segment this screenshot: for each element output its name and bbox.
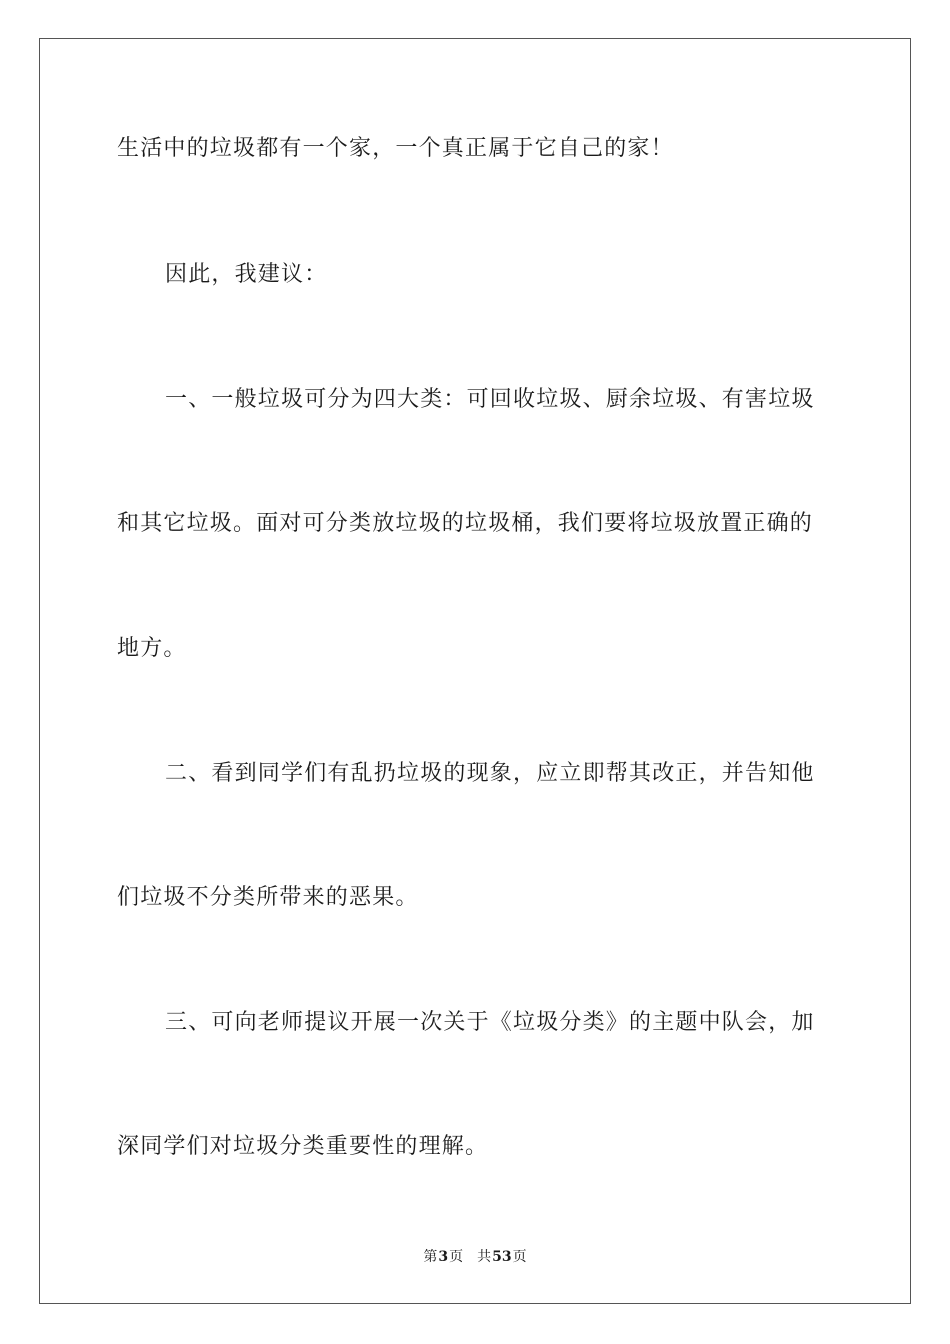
footer-total-pages: 53	[492, 1249, 512, 1265]
paragraph-line-5: 地方。	[117, 636, 187, 661]
footer-current-page: 3	[438, 1249, 449, 1265]
paragraph-line-7: 们垃圾不分类所带来的恶果。	[117, 885, 419, 910]
paragraph-line-1: 生活中的垃圾都有一个家，一个真正属于它自己的家！	[117, 136, 674, 161]
footer-total-suffix: 页	[512, 1249, 527, 1265]
page-footer	[0, 1247, 950, 1267]
paragraph-line-6: 二、看到同学们有乱扔垃圾的现象，应立即帮其改正，并告知他	[165, 761, 815, 786]
footer-page-suffix: 页	[449, 1249, 464, 1265]
paragraph-line-2: 因此，我建议：	[165, 262, 328, 287]
paragraph-line-4: 和其它垃圾。面对可分类放垃圾的垃圾桶，我们要将垃圾放置正确的	[117, 511, 814, 536]
footer-page-prefix: 第	[423, 1249, 438, 1265]
footer-total-prefix: 共	[477, 1249, 492, 1265]
paragraph-line-9: 深同学们对垃圾分类重要性的理解。	[117, 1134, 489, 1159]
paragraph-line-8: 三、可向老师提议开展一次关于《垃圾分类》的主题中队会，加	[165, 1010, 815, 1035]
page-frame	[39, 38, 911, 1304]
paragraph-line-3: 一、一般垃圾可分为四大类：可回收垃圾、厨余垃圾、有害垃圾	[165, 387, 815, 412]
